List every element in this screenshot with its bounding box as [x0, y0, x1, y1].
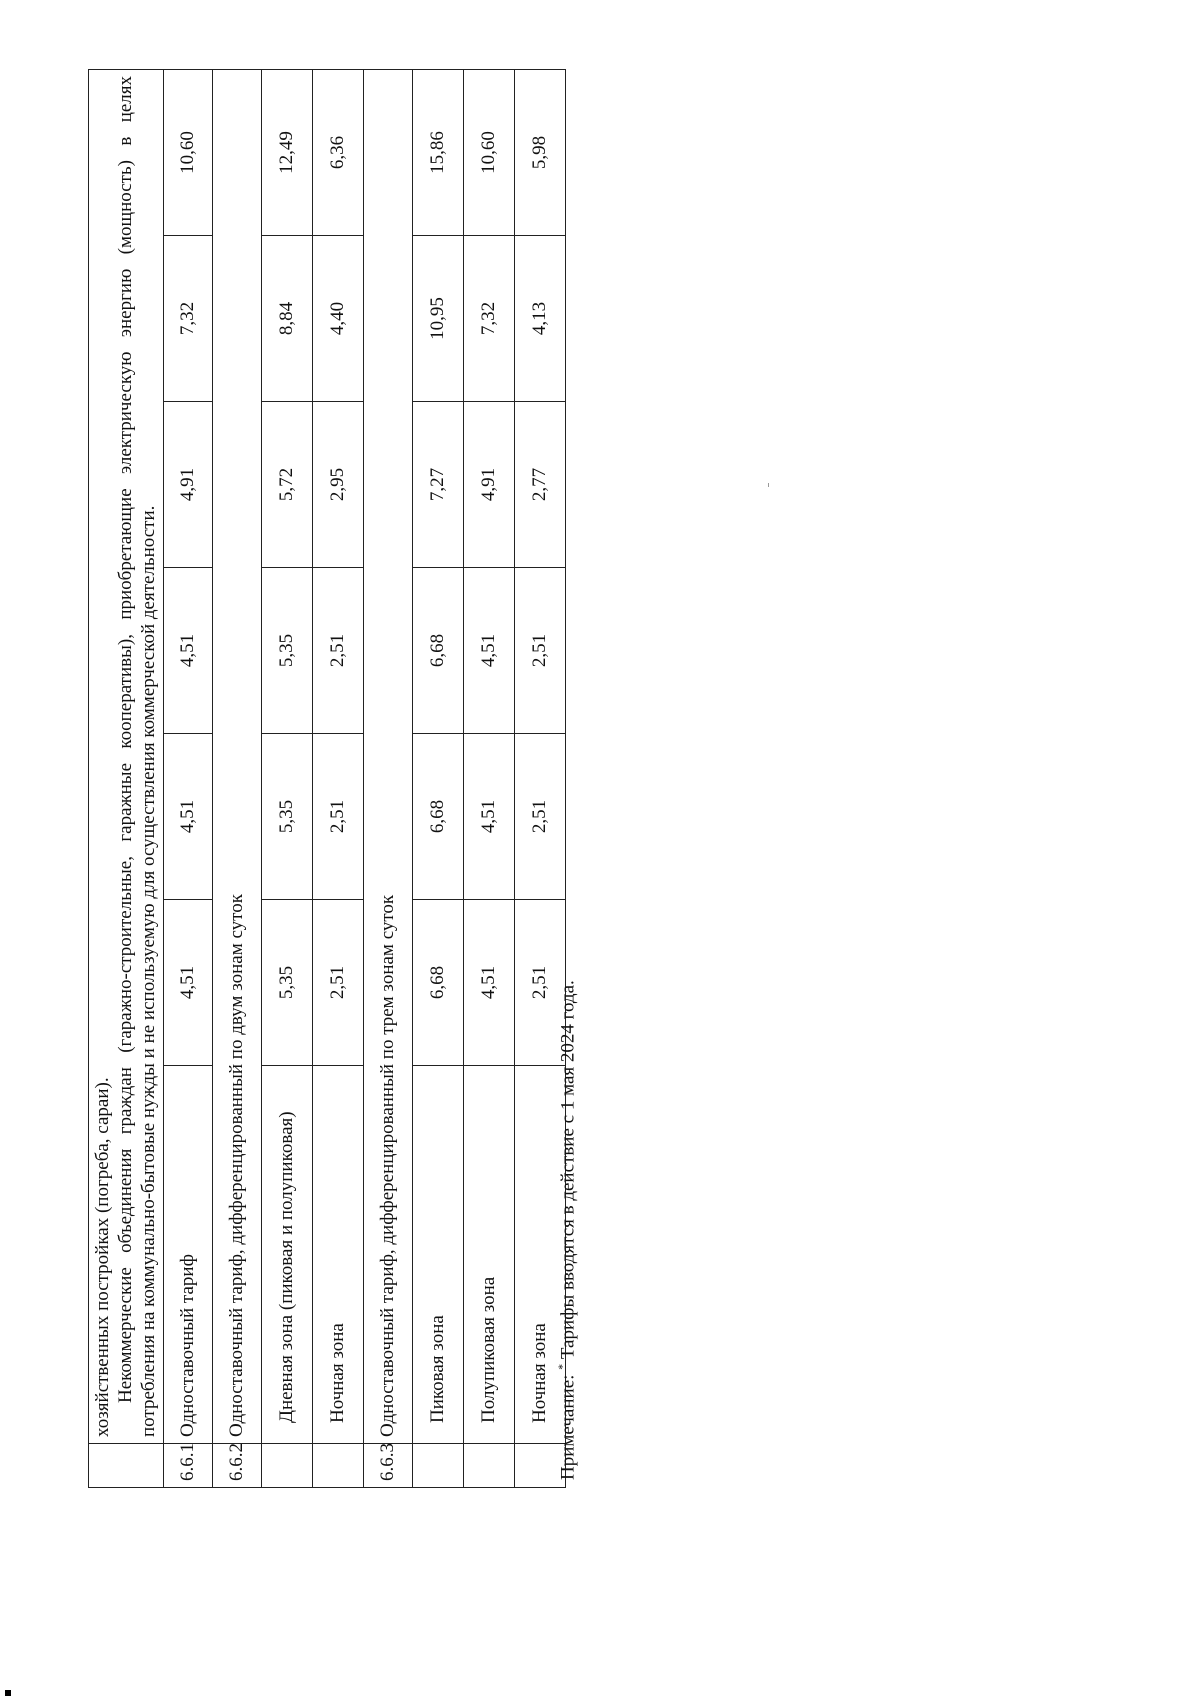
- intro-cell: [89, 69, 164, 1443]
- intro-paragraph: Некоммерческие объединения граждан (гаражно-строительные, гаражные кооперативы), приобретающие электрическую энергию (мощность) в целях потребления на коммунально-бытовые нужды и не используемую для осуществления коммерческой деятельности.: [115, 75, 160, 1437]
- section-label: Одноставочный тариф, дифференцированный по двум зонам суток: [212, 69, 261, 1443]
- value-cell: 4,51: [463, 734, 514, 900]
- section-row: [212, 69, 261, 1487]
- value-cell: 2,51: [312, 568, 363, 734]
- value-cell: 6,68: [412, 900, 463, 1066]
- value-cell: 6,68: [412, 734, 463, 900]
- value-cell: 6,36: [312, 69, 363, 235]
- table-row: [163, 69, 212, 1487]
- value-cell: 2,51: [514, 568, 565, 734]
- value-cell: 8,84: [261, 236, 312, 402]
- value-cell: 2,51: [312, 734, 363, 900]
- value-cell: 5,98: [514, 69, 565, 235]
- value-cell: 12,49: [261, 69, 312, 235]
- rotated-page: [0, 0, 610, 1530]
- value-cell: 10,60: [463, 69, 514, 235]
- row-label: Пиковая зона: [412, 1066, 463, 1444]
- section-label: Одноставочный тариф, дифференцированный по трем зонам суток: [363, 69, 412, 1443]
- table-row: [463, 69, 514, 1487]
- section-row: [363, 69, 412, 1487]
- value-cell: 4,91: [163, 402, 212, 568]
- row-label: Полупиковая зона: [463, 1066, 514, 1444]
- intro-code-cell: [89, 1444, 164, 1488]
- row-code: 6.6.3: [363, 1444, 412, 1488]
- footnote-marker: *: [555, 1363, 569, 1370]
- scan-speck: [768, 483, 769, 487]
- value-cell: 4,51: [163, 734, 212, 900]
- value-cell: 2,95: [312, 402, 363, 568]
- value-cell: 5,35: [261, 734, 312, 900]
- footnote-label: Примечание:: [557, 1374, 579, 1480]
- value-cell: 10,60: [163, 69, 212, 235]
- row-label: Дневная зона (пиковая и полупиковая): [261, 1066, 312, 1444]
- value-cell: 15,86: [412, 69, 463, 235]
- scan-mark: [5, 1690, 11, 1696]
- intro-continuation: хозяйственных постройках (погреба, сараи).: [92, 1077, 113, 1437]
- row-label: Ночная зона: [514, 1066, 565, 1444]
- value-cell: 4,51: [463, 900, 514, 1066]
- intro-row: [89, 69, 164, 1487]
- value-cell: 7,32: [163, 236, 212, 402]
- value-cell: 2,51: [514, 900, 565, 1066]
- row-label: Одноставочный тариф: [163, 1066, 212, 1444]
- footnote: [555, 980, 579, 1480]
- row-code-empty: [412, 1444, 463, 1488]
- value-cell: 4,40: [312, 236, 363, 402]
- row-code-empty: [312, 1444, 363, 1488]
- row-code: 6.6.2: [212, 1444, 261, 1488]
- row-code-empty: [463, 1444, 514, 1488]
- tariff-table: [88, 69, 566, 1488]
- value-cell: 5,35: [261, 568, 312, 734]
- value-cell: 2,77: [514, 402, 565, 568]
- table-row: [312, 69, 363, 1487]
- value-cell: 5,72: [261, 402, 312, 568]
- value-cell: 6,68: [412, 568, 463, 734]
- value-cell: 10,95: [412, 236, 463, 402]
- table-row: [261, 69, 312, 1487]
- value-cell: 2,51: [514, 734, 565, 900]
- value-cell: 5,35: [261, 900, 312, 1066]
- value-cell: 7,32: [463, 236, 514, 402]
- value-cell: 2,51: [312, 900, 363, 1066]
- value-cell: 4,51: [463, 568, 514, 734]
- row-code: 6.6.1: [163, 1444, 212, 1488]
- footnote-text: Тарифы вводятся в действие с 1 мая 2024 года.: [557, 980, 579, 1360]
- row-code-empty: [261, 1444, 312, 1488]
- value-cell: 4,13: [514, 236, 565, 402]
- row-label: Ночная зона: [312, 1066, 363, 1444]
- value-cell: 4,51: [163, 568, 212, 734]
- value-cell: 4,91: [463, 402, 514, 568]
- table-row: [412, 69, 463, 1487]
- value-cell: 4,51: [163, 900, 212, 1066]
- value-cell: 7,27: [412, 402, 463, 568]
